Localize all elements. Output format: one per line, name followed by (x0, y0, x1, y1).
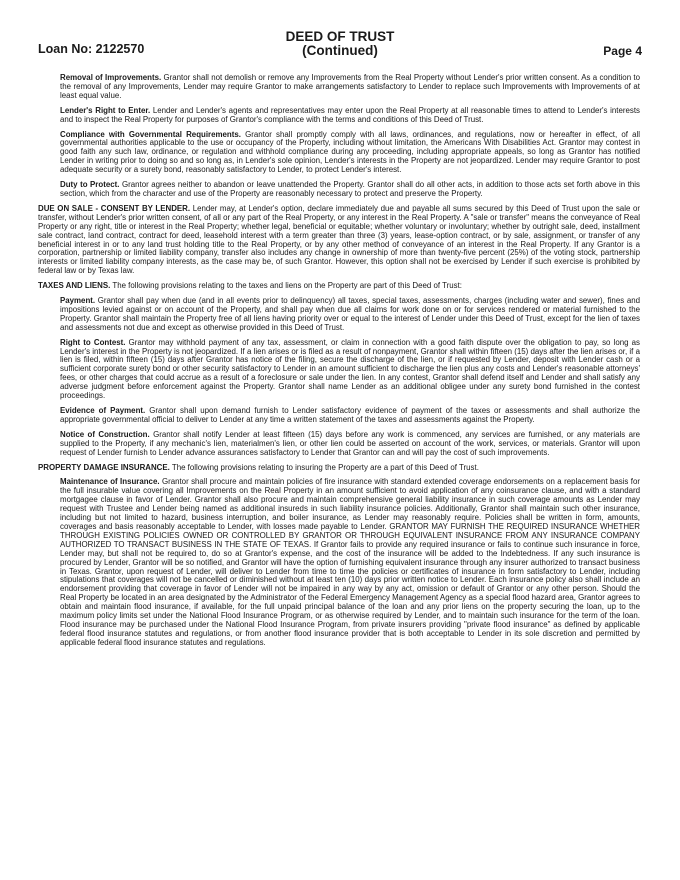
paragraph-removal-of-improvements (38, 74, 640, 101)
paragraph-payment (38, 297, 640, 333)
paragraph-text: Grantor shall not demolish or remove any Improvements from the Real Property without Lender's prior written consent. As a condition to the removal of any Improvements, Lender may require Grantor to make arrangements satisfactory to Lender to replace such Improvements with Improvements of at least equal value. (60, 73, 641, 100)
section-text: The following provisions relating to insuring the Property are a part of this Deed of Trust. (169, 462, 479, 472)
paragraph-text: Grantor may withhold payment of any tax, assessment, or claim in connection with a good faith dispute over the obligation to pay, so long as Lender's interest in the Property is not jeopardized. If a lien arises or is filed as a result of nonpayment, Grantor shall within fifteen (15) days after the lien arises or, if a lien is filed, within fifteen (15) days after Grantor has notice of the filing, secure the discharge of the lien, or if requested by Lender, deposit with Lender cash or a sufficient corporate surety bond or other security satisfactory to Lender in an amount sufficient to discharge the lien plus any costs and Lender's reasonable attorneys' fees, or other charges that could accrue as a result of a foreclosure or sale under the lien. In any contest, Grantor shall defend itself and Lender and shall satisfy any adverse judgment before enforcement against the Property. Grantor shall name Lender as an additional obligee under any surety bond furnished in the contest proceedings. (60, 337, 640, 401)
section-taxes-and-liens (38, 282, 640, 291)
paragraph-evidence-of-payment (38, 407, 640, 425)
section-property-damage-insurance (38, 464, 640, 473)
paragraph-text: Grantor shall notify Lender at least fifteen (15) days before any work is commenced, any services are furnished, or any materials are supplied to the Property, if any mechanic's lien, materialmen's lien, or other lien could be asserted on account of the work, services, or materials. Grantor will upon request of Lender furnish to Lender advance assurances satisfactory to Lender that Grantor can and will pay the cost of such improvements. (60, 429, 641, 457)
section-heading: PROPERTY DAMAGE INSURANCE. (38, 462, 170, 472)
document-body (38, 74, 640, 654)
section-text: The following provisions relating to the taxes and liens on the Property are part of this Deed of Trust: (110, 281, 462, 291)
paragraph-heading: Evidence of Payment. (60, 406, 146, 415)
paragraph-right-to-contest (38, 339, 640, 401)
paragraph-text: Grantor shall promptly comply with all laws, ordinances, and regulations, now or hereafter in effect, of all governmental authorities applicable to the use or occupancy of the Property, including without limitation, the Americans With Disabilities Act. Grantor may contest in good faith any such law, ordinance, or regulation and withhold compliance during any proceeding, including appropriate appeals, so long as Grantor has notified Lender in writing prior to doing so and so long as, in Lender's sole opinion, Lender's interests in the Property are not jeopardized. Lender may require Grantor to post adequate security or a surety bond, reasonably satisfactory to Lender, to protect Lender's interest. (60, 129, 640, 175)
page-number: Page 4 (603, 44, 642, 58)
paragraph-heading: Compliance with Governmental Requirements. (60, 129, 241, 139)
paragraph-lenders-right-to-enter (38, 107, 640, 125)
paragraph-text: Grantor shall pay when due (and in all events prior to delinquency) all taxes, special taxes, assessments, charges (including water and sewer), fines and impositions levied against or on account of the Property, and shall pay when due all claims for work done on or for services rendered or material furnished to the Property. Grantor shall maintain the Property free of all liens having priority over or equal to the interest of Lender under this Deed of Trust, except for the lien of taxes and assessments not due and except as otherwise provided in this Deed of Trust. (60, 296, 640, 332)
paragraph-heading: Lender's Right to Enter. (60, 105, 151, 115)
section-heading: TAXES AND LIENS. (38, 281, 111, 291)
paragraph-heading: Maintenance of Insurance. (60, 477, 160, 487)
paragraph-heading: Payment. (60, 296, 96, 306)
title-line-1: DEED OF TRUST (285, 29, 395, 44)
paragraph-duty-to-protect (38, 181, 640, 199)
paragraph-text: Lender and Lender's agents and representatives may enter upon the Real Property at all reasonable times to attend to Lender's interests and to inspect the Real Property for purposes of Grantor's compliance with the terms and conditions of this Deed of Trust. (60, 105, 640, 124)
section-due-on-sale (38, 205, 640, 276)
paragraph-heading: Duty to Protect. (60, 180, 120, 190)
paragraph-notice-of-construction (38, 431, 640, 458)
paragraph-compliance (38, 131, 640, 176)
title-line-2: (Continued) (302, 43, 378, 58)
section-text: Lender may, at Lender's option, declare immediately due and payable all sums secured by this Deed of Trust upon the sale or transfer, without Lender's prior written consent, of all or any part of the Real Property, or any interest in the Real Property. A "sale or transfer" means the conveyance of Real Property or any right, title or interest in the Real Property; whether legal, beneficial or equitable; whether voluntary or involuntary; whether by outright sale, deed, installment sale contract, land contract, contract for deed, leasehold interest with a term greater than three (3) years, lease-option contract, or by sale, assignment, or transfer of any beneficial interest in or to any land trust holding title to the Real Property, or by any other method of conveyance of an interest in the Real Property. If any Grantor is a corporation, partnership or limited liability company, transfer also includes any change in ownership of more than twenty-five percent (25%) of the voting stock, partnership interests or limited liability company interests, as the case may be, of such Grantor. However, this option shall not be exercised by Lender if such exercise is prohibited by federal law or by Texas law. (38, 203, 641, 276)
paragraph-heading: Right to Contest. (60, 337, 126, 347)
paragraph-maintenance-of-insurance (38, 478, 640, 647)
loan-number: Loan No: 2122570 (38, 42, 145, 56)
paragraph-text: Grantor shall procure and maintain policies of fire insurance with standard extended coverage endorsements on a replacement basis for the full insurable value covering all Improvements on the Real Property in an amount sufficient to avoid application of any coinsurance clause, and with a standard mortgagee clause in favor of Lender. Grantor shall also procure and maintain comprehensive general liability insurance in such coverage amounts as Lender may request with Trustee and Lender being named as additional insureds in such liability insurance policies. Additionally, Grantor shall maintain such other insurance, including but not limited to hazard, business interruption, and boiler insurance, as Lender may reasonably require. Policies shall be written in form, amounts, coverages and basis reasonably acceptable to Lender, with losses made payable to Lender. GRANTOR MAY FURNISH THE REQUIRED INSURANCE WHETHER THROUGH EXISTING POLICIES OWNED OR CONTROLLED BY GRANTOR OR THROUGH EQUIVALENT INSURANCE FROM ANY INSURANCE COMPANY AUTHORIZED TO TRANSACT BUSINESS IN THE STATE OF TEXAS. If Grantor fails to provide any required insurance or fails to continue such insurance in force, Lender may, but shall not be required to, do so at Grantor's expense, and the cost of the insurance will be added to the Indebtedness. If any such insurance is procured by Lender, Grantor will be so notified, and Grantor will have the option of furnishing equivalent insurance through any insurer authorized to transact business in Texas. Grantor, upon request of Lender, will deliver to Lender from time to time the policies or certificates of insurance in form satisfactory to Lender, including stipulations that coverages will not be cancelled or diminished without at least ten (10) days prior written notice to Lender. Each insurance policy also shall include an endorsement providing that coverage in favor of Lender will not be impaired in any way by any act, omission or default of Grantor or any other person. Should the Real Property be located in an area designated by the Administrator of the Federal Emergency Management Agency as a special flood hazard area, Grantor agrees to obtain and maintain flood insurance, if available, for the full unpaid principal balance of the loan and any prior liens on the property securing the loan, up to the maximum policy limits set under the National Flood Insurance Program, or as otherwise required by Lender, and to maintain such insurance for the term of the loan. Flood insurance may be purchased under the National Flood Insurance Program, from private insurers providing "private flood insurance" as defined by applicable federal flood insurance statutes and regulations, or from another flood insurance provider that is both acceptable to Lender in its sole discretion and permitted by applicable federal flood insurance statutes and regulations. (60, 477, 640, 647)
section-heading: DUE ON SALE - CONSENT BY LENDER. (38, 203, 191, 213)
page-header (38, 30, 642, 64)
paragraph-text: Grantor agrees neither to abandon or leave unattended the Property. Grantor shall do all other acts, in addition to those acts set forth above in this section, which from the character and use of the Property are reasonably necessary to protect and preserve the Property. (60, 180, 640, 198)
paragraph-heading: Removal of Improvements. (60, 73, 162, 82)
paragraph-heading: Notice of Construction. (60, 429, 150, 439)
paragraph-text: Grantor shall upon demand furnish to Lender satisfactory evidence of payment of the taxes or assessments and shall authorize the appropriate governmental official to deliver to Lender at any time a written statement of the taxes and assessments against the Property. (60, 406, 640, 424)
document-title (38, 30, 642, 58)
